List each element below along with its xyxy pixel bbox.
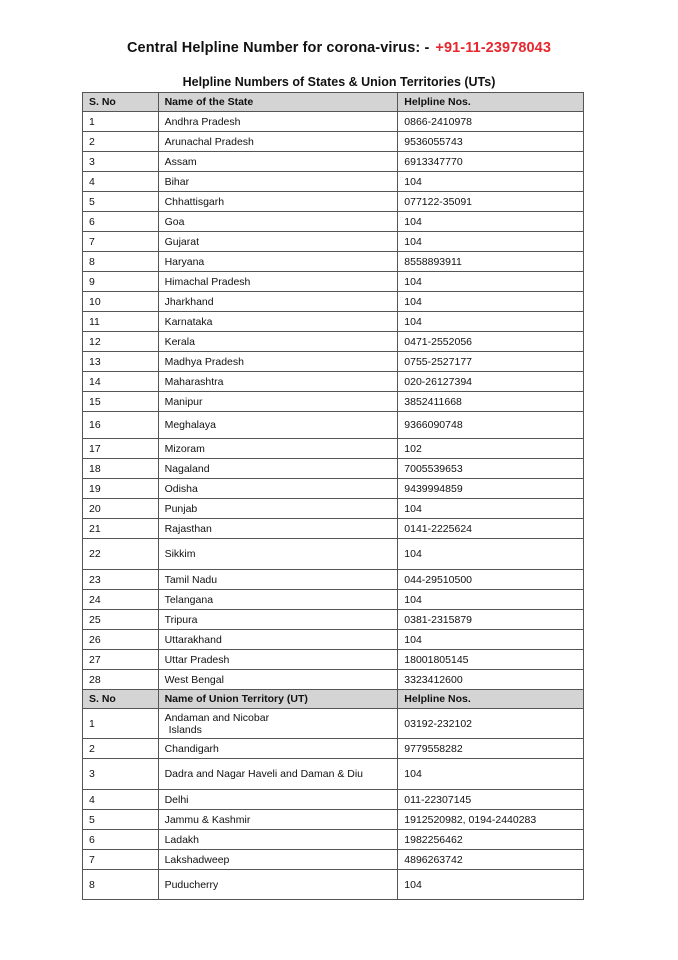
ut-name: Ladakh [158,830,398,850]
state-name: Tripura [158,610,398,630]
helpline-number: 0866-2410978 [398,112,584,132]
state-name: Assam [158,152,398,172]
ut-name: Puducherry [158,870,398,900]
uts-header-row [83,690,584,709]
helpline-number: 9439994859 [398,479,584,499]
helpline-number: 6913347770 [398,152,584,172]
serial-number: 19 [83,479,159,499]
table-row [83,352,584,372]
table-row [83,610,584,630]
table-row [83,479,584,499]
table-row [83,132,584,152]
serial-number: 1 [83,112,159,132]
helpline-number: 104 [398,272,584,292]
table-row [83,332,584,352]
state-name: Nagaland [158,459,398,479]
helpline-number: 102 [398,439,584,459]
serial-number: 12 [83,332,159,352]
state-name: Chhattisgarh [158,192,398,212]
uts-header-phone: Helpline Nos. [398,690,584,709]
serial-number: 2 [83,132,159,152]
helpline-number: 8558893911 [398,252,584,272]
helpline-number: 0141-2225624 [398,519,584,539]
helpline-number: 3323412600 [398,670,584,690]
table-row [83,570,584,590]
ut-name [158,709,398,739]
states-header-row [83,93,584,112]
table-row [83,650,584,670]
helpline-number: 104 [398,759,584,790]
table-row [83,850,584,870]
serial-number: 17 [83,439,159,459]
state-name: Maharashtra [158,372,398,392]
table-row [83,590,584,610]
helpline-number: 104 [398,172,584,192]
helpline-number: 011-22307145 [398,790,584,810]
table-row [83,759,584,790]
helpline-number: 104 [398,312,584,332]
serial-number: 7 [83,232,159,252]
page-title [0,40,678,56]
state-name: Arunachal Pradesh [158,132,398,152]
serial-number: 8 [83,870,159,900]
serial-number: 11 [83,312,159,332]
helpline-number: 9536055743 [398,132,584,152]
table-row [83,790,584,810]
table-row [83,112,584,132]
state-name: Madhya Pradesh [158,352,398,372]
table-row [83,519,584,539]
helpline-number: 0381-2315879 [398,610,584,630]
serial-number: 28 [83,670,159,690]
helpline-number: 044-29510500 [398,570,584,590]
helpline-number: 104 [398,232,584,252]
ut-name: Dadra and Nagar Haveli and Daman & Diu [158,759,398,790]
table-row [83,172,584,192]
state-name: Bihar [158,172,398,192]
helpline-number: 1982256462 [398,830,584,850]
serial-number: 13 [83,352,159,372]
ut-name-line1: Andaman and Nicobar [164,711,270,724]
central-helpline-number: +91-11-23978043 [435,40,551,56]
serial-number: 27 [83,650,159,670]
serial-number: 8 [83,252,159,272]
helpline-number: 7005539653 [398,459,584,479]
state-name: Mizoram [158,439,398,459]
table-row [83,459,584,479]
serial-number: 14 [83,372,159,392]
state-name: Goa [158,212,398,232]
helpline-number: 9366090748 [398,412,584,439]
serial-number: 5 [83,192,159,212]
serial-number: 6 [83,830,159,850]
serial-number: 21 [83,519,159,539]
table-row [83,392,584,412]
ut-name: Jammu & Kashmir [158,810,398,830]
serial-number: 24 [83,590,159,610]
title-text: Central Helpline Number for corona-virus: - [126,40,430,56]
table-row [83,870,584,900]
helpline-number: 03192-232102 [398,709,584,739]
serial-number: 6 [83,212,159,232]
state-name: Himachal Pradesh [158,272,398,292]
serial-number: 5 [83,810,159,830]
serial-number: 26 [83,630,159,650]
state-name: Kerala [158,332,398,352]
state-name: Odisha [158,479,398,499]
serial-number: 25 [83,610,159,630]
table-row [83,539,584,570]
serial-number: 15 [83,392,159,412]
state-name: Manipur [158,392,398,412]
table-row [83,670,584,690]
serial-number: 16 [83,412,159,439]
serial-number: 10 [83,292,159,312]
uts-header-name: Name of Union Territory (UT) [158,690,398,709]
state-name: Gujarat [158,232,398,252]
helpline-number: 3852411668 [398,392,584,412]
helpline-number: 0755-2527177 [398,352,584,372]
state-name: Karnataka [158,312,398,332]
ut-name: Delhi [158,790,398,810]
state-name: Haryana [158,252,398,272]
state-name: West Bengal [158,670,398,690]
helpline-number: 104 [398,499,584,519]
helpline-number: 1912520982, 0194-2440283 [398,810,584,830]
states-header-phone: Helpline Nos. [398,93,584,112]
serial-number: 22 [83,539,159,570]
serial-number: 4 [83,172,159,192]
state-name: Andhra Pradesh [158,112,398,132]
state-name: Sikkim [158,539,398,570]
table-row [83,232,584,252]
states-header-name: Name of the State [158,93,398,112]
helpline-number: 0471-2552056 [398,332,584,352]
ut-name: Chandigarh [158,739,398,759]
serial-number: 3 [83,152,159,172]
serial-number: 20 [83,499,159,519]
table-row [83,412,584,439]
helpline-number: 104 [398,870,584,900]
table-row [83,152,584,172]
serial-number: 1 [83,709,159,739]
state-name: Punjab [158,499,398,519]
serial-number: 4 [83,790,159,810]
state-name: Tamil Nadu [158,570,398,590]
serial-number: 3 [83,759,159,790]
helpline-number: 020-26127394 [398,372,584,392]
serial-number: 23 [83,570,159,590]
table-row [83,252,584,272]
table-row [83,810,584,830]
table-row [83,292,584,312]
state-name: Telangana [158,590,398,610]
helpline-number: 9779558282 [398,739,584,759]
helpline-number: 104 [398,292,584,312]
helpline-number: 4896263742 [398,850,584,870]
table-row [83,499,584,519]
helpline-number: 077122-35091 [398,192,584,212]
state-name: Rajasthan [158,519,398,539]
state-name: Uttar Pradesh [158,650,398,670]
table-row [83,272,584,292]
table-row [83,439,584,459]
helpline-table [82,92,584,900]
serial-number: 7 [83,850,159,870]
helpline-number: 104 [398,590,584,610]
ut-name-line2: Islands [168,723,202,736]
serial-number: 9 [83,272,159,292]
table-row [83,739,584,759]
table-row [83,709,584,739]
table-row [83,630,584,650]
helpline-number: 18001805145 [398,650,584,670]
ut-name: Lakshadweep [158,850,398,870]
serial-number: 2 [83,739,159,759]
table-row [83,212,584,232]
state-name: Meghalaya [158,412,398,439]
table-row [83,830,584,850]
state-name: Jharkhand [158,292,398,312]
helpline-number: 104 [398,630,584,650]
helpline-number: 104 [398,212,584,232]
state-name: Uttarakhand [158,630,398,650]
serial-number: 18 [83,459,159,479]
table-subtitle: Helpline Numbers of States & Union Territories (UTs) [182,75,496,89]
table-row [83,372,584,392]
table-row [83,192,584,212]
states-header-no: S. No [83,93,159,112]
table-row [83,312,584,332]
helpline-number: 104 [398,539,584,570]
uts-header-no: S. No [83,690,159,709]
